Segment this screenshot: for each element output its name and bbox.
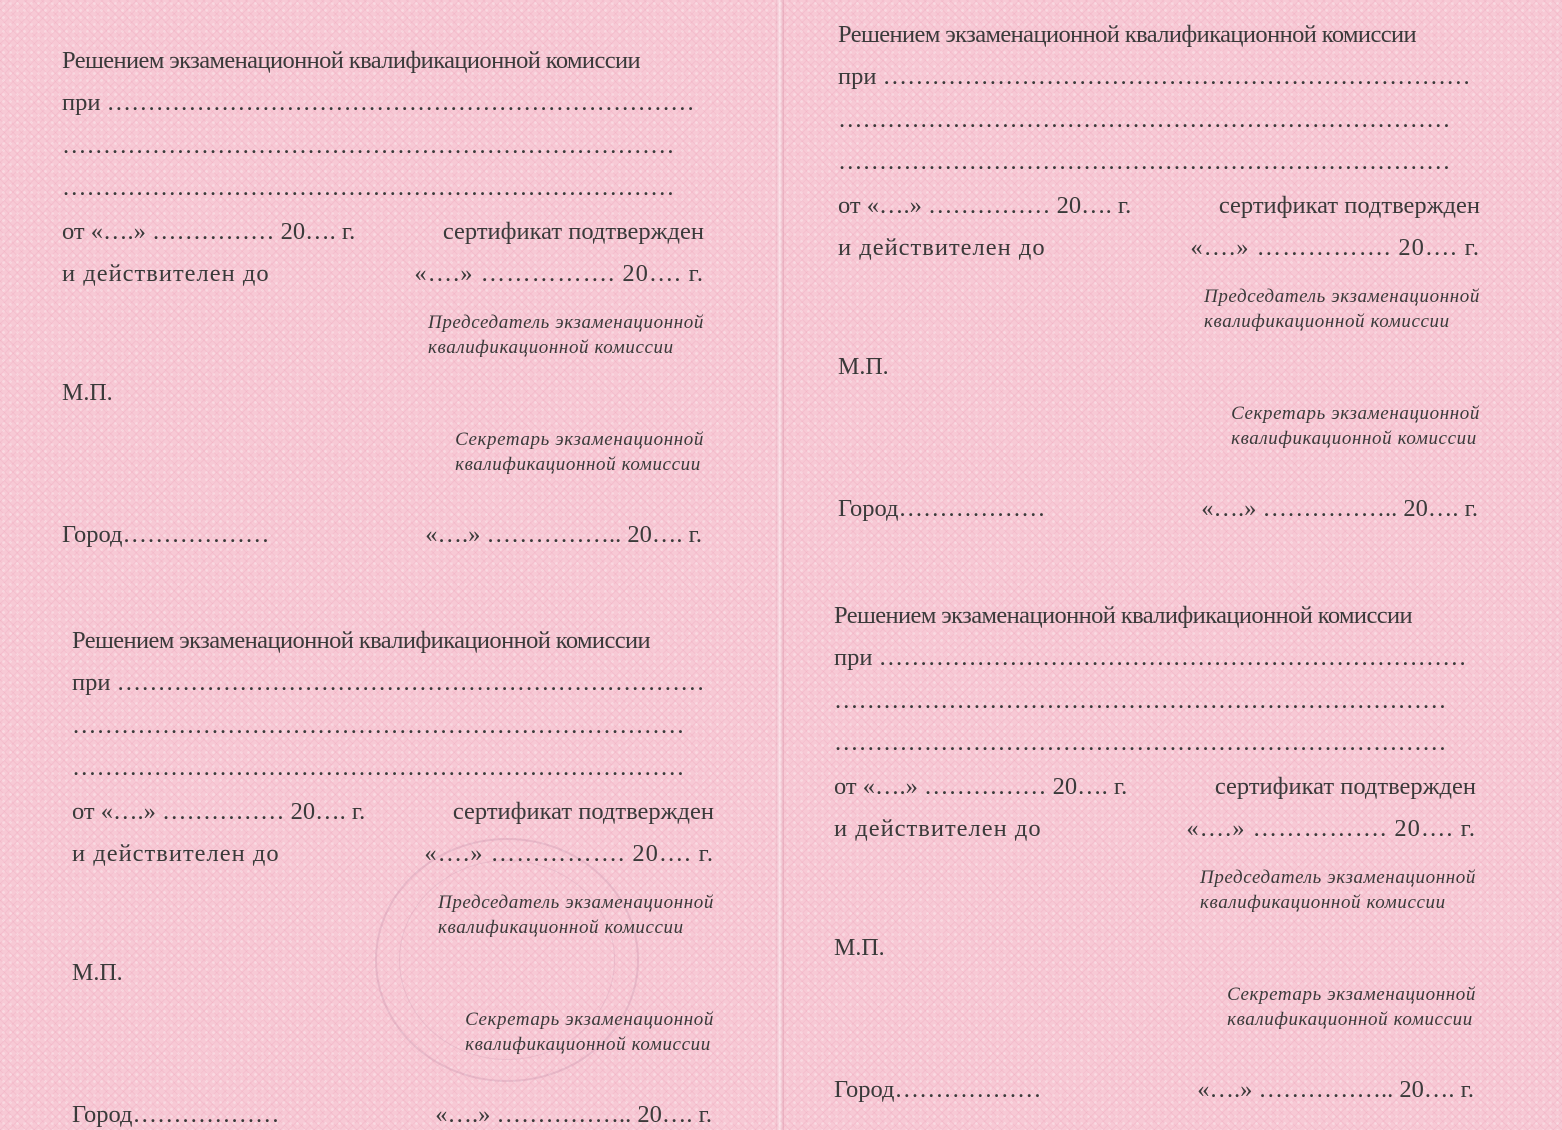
commission-decision-heading: Решением экзаменационной квалификационной комиссии xyxy=(834,602,1413,629)
secretary-signature-label xyxy=(455,427,704,477)
valid-until-date: «….» ……………. 20…. г. xyxy=(1190,234,1480,261)
commission-decision-heading: Решением экзаменационной квалификационной комиссии xyxy=(72,627,651,654)
city-date-line xyxy=(72,1100,714,1130)
valid-until-line xyxy=(72,839,714,869)
dotted-line: ………………………………………………………………… xyxy=(72,712,685,739)
decision-date: от «….» …………… 20…. г. xyxy=(62,218,356,245)
valid-until-label: и действителен до xyxy=(838,234,1046,261)
commission-name-line: при ……………………………………………………………… xyxy=(72,669,705,696)
chairman-title-line-2: квалификационной комиссии xyxy=(1204,311,1450,332)
valid-until-line xyxy=(834,814,1476,844)
chairman-title-line-1: Председатель экзаменационной xyxy=(1200,867,1476,888)
city-field: Город……………… xyxy=(838,495,1046,522)
dotted-line: ………………………………………………………………… xyxy=(62,132,675,159)
decision-date: от «….» …………… 20…. г. xyxy=(838,192,1132,219)
chairman-title-line-1: Председатель экзаменационной xyxy=(428,312,704,333)
chairman-signature-label xyxy=(428,310,704,360)
seal-place-mark: М.П. xyxy=(62,380,113,406)
secretary-title-line-2: квалификационной комиссии xyxy=(455,454,701,475)
secretary-signature-label xyxy=(465,1007,714,1057)
chairman-title-line-2: квалификационной комиссии xyxy=(1200,892,1446,913)
decision-date: от «….» …………… 20…. г. xyxy=(72,798,366,825)
city-date: «….» …………….. 20…. г. xyxy=(1197,1076,1474,1103)
cert-confirmed-text: сертификат подтвержден xyxy=(1218,192,1480,219)
valid-until-line xyxy=(62,259,704,289)
decision-date-line xyxy=(62,217,704,247)
secretary-title-line-1: Секретарь экзаменационной xyxy=(465,1009,714,1030)
city-date: «….» …………….. 20…. г. xyxy=(1201,495,1478,522)
cert-confirmed-text: сертификат подтвержден xyxy=(452,798,714,825)
dotted-line: ………………………………………………………………… xyxy=(72,754,685,781)
valid-until-label: и действителен до xyxy=(62,260,270,287)
city-field: Город……………… xyxy=(72,1101,280,1128)
decision-date-line xyxy=(72,797,714,827)
chairman-title-line-1: Председатель экзаменационной xyxy=(438,892,714,913)
commission-name-line: при ……………………………………………………………… xyxy=(838,63,1471,90)
cert-confirmed-text: сертификат подтвержден xyxy=(1214,773,1476,800)
chairman-title-line-1: Председатель экзаменационной xyxy=(1204,286,1480,307)
seal-place-mark: М.П. xyxy=(834,935,885,961)
cert-confirmed-text: сертификат подтвержден xyxy=(442,218,704,245)
commission-decision-heading: Решением экзаменационной квалификационной комиссии xyxy=(838,21,1417,48)
valid-until-label: и действителен до xyxy=(834,815,1042,842)
valid-until-date: «….» ……………. 20…. г. xyxy=(1186,815,1476,842)
chairman-signature-label xyxy=(438,890,714,940)
secretary-signature-label xyxy=(1227,982,1476,1032)
city-field: Город……………… xyxy=(62,521,270,548)
valid-until-line xyxy=(838,233,1480,263)
secretary-title-line-2: квалификационной комиссии xyxy=(1227,1009,1473,1030)
chairman-title-line-2: квалификационной комиссии xyxy=(428,337,674,358)
secretary-signature-label xyxy=(1231,401,1480,451)
commission-name-line: при ……………………………………………………………… xyxy=(834,644,1467,671)
decision-date-line xyxy=(838,191,1480,221)
secretary-title-line-1: Секретарь экзаменационной xyxy=(455,429,704,450)
dotted-line: ………………………………………………………………… xyxy=(838,148,1451,175)
city-date: «….» …………….. 20…. г. xyxy=(435,1101,712,1128)
chairman-title-line-2: квалификационной комиссии xyxy=(438,917,684,938)
dotted-line: ………………………………………………………………… xyxy=(838,106,1451,133)
valid-until-label: и действителен до xyxy=(72,840,280,867)
secretary-title-line-1: Секретарь экзаменационной xyxy=(1231,403,1480,424)
valid-until-date: «….» ……………. 20…. г. xyxy=(414,260,704,287)
decision-date: от «….» …………… 20…. г. xyxy=(834,773,1128,800)
seal-place-mark: М.П. xyxy=(838,354,889,380)
decision-date-line xyxy=(834,772,1476,802)
dotted-line: ………………………………………………………………… xyxy=(834,729,1447,756)
secretary-title-line-1: Секретарь экзаменационной xyxy=(1227,984,1476,1005)
chairman-signature-label xyxy=(1204,284,1480,334)
city-field: Город……………… xyxy=(834,1076,1042,1103)
city-date-line xyxy=(838,494,1480,524)
dotted-line: ………………………………………………………………… xyxy=(834,687,1447,714)
chairman-signature-label xyxy=(1200,865,1476,915)
secretary-title-line-2: квалификационной комиссии xyxy=(465,1034,711,1055)
commission-name-line: при ……………………………………………………………… xyxy=(62,89,695,116)
valid-until-date: «….» ……………. 20…. г. xyxy=(424,840,714,867)
seal-place-mark: М.П. xyxy=(72,960,123,986)
city-date: «….» …………….. 20…. г. xyxy=(425,521,702,548)
page-fold xyxy=(776,0,784,1130)
city-date-line xyxy=(834,1075,1476,1105)
city-date-line xyxy=(62,520,704,550)
commission-decision-heading: Решением экзаменационной квалификационной комиссии xyxy=(62,47,641,74)
dotted-line: ………………………………………………………………… xyxy=(62,174,675,201)
secretary-title-line-2: квалификационной комиссии xyxy=(1231,428,1477,449)
